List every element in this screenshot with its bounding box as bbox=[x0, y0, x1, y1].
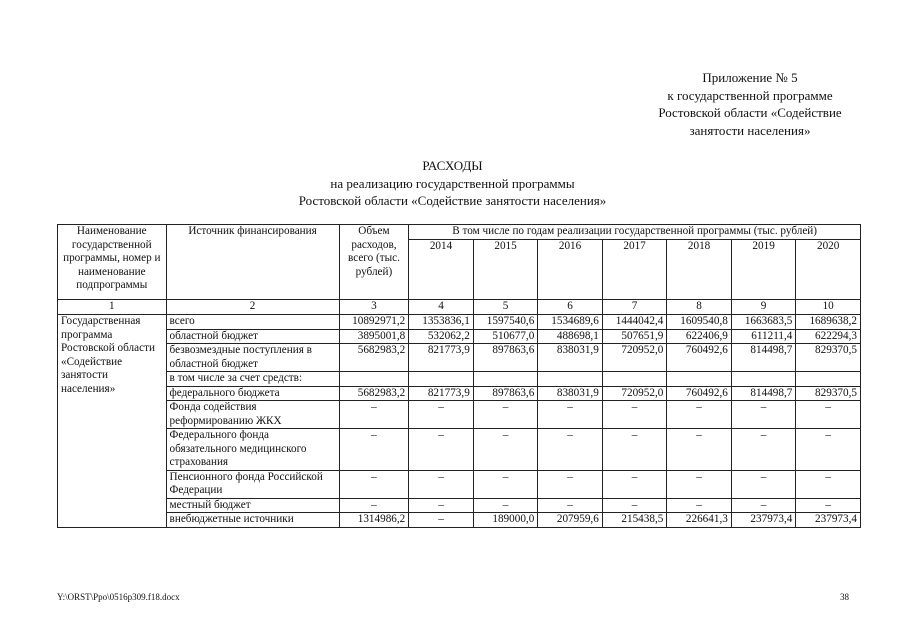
value-cell: 622406,9 bbox=[667, 329, 732, 344]
header-year: 2019 bbox=[731, 240, 796, 300]
table-row bbox=[58, 329, 861, 344]
value-cell bbox=[667, 372, 732, 387]
value-cell: – bbox=[473, 429, 538, 471]
value-cell: – bbox=[473, 401, 538, 429]
value-cell: 829370,5 bbox=[796, 344, 861, 372]
appendix-line: Приложение № 5 bbox=[702, 70, 798, 85]
value-cell: 237973,4 bbox=[796, 513, 861, 528]
value-cell: – bbox=[731, 401, 796, 429]
header-year: 2017 bbox=[602, 240, 667, 300]
value-cell: – bbox=[473, 470, 538, 498]
value-cell: 1534689,6 bbox=[538, 315, 603, 330]
column-number: 5 bbox=[473, 300, 538, 315]
column-number: 10 bbox=[796, 300, 861, 315]
value-cell: – bbox=[796, 498, 861, 513]
table-row bbox=[58, 401, 861, 429]
value-cell: 760492,6 bbox=[667, 344, 732, 372]
value-cell: – bbox=[796, 401, 861, 429]
source-cell: в том числе за счет средств: bbox=[166, 372, 339, 387]
value-cell: – bbox=[409, 498, 474, 513]
source-cell: областной бюджет bbox=[166, 329, 339, 344]
value-cell: 720952,0 bbox=[602, 344, 667, 372]
value-cell: 1597540,6 bbox=[473, 315, 538, 330]
header-year: 2020 bbox=[796, 240, 861, 300]
value-cell: 237973,4 bbox=[731, 513, 796, 528]
file-path: Y:\ORST\Ppo\0516p309.f18.docx bbox=[57, 592, 180, 602]
value-cell: 760492,6 bbox=[667, 386, 732, 401]
value-cell: 821773,9 bbox=[409, 386, 474, 401]
value-cell: 897863,6 bbox=[473, 344, 538, 372]
appendix-line: Ростовской области «Содействие bbox=[658, 105, 842, 120]
table-row bbox=[58, 513, 861, 528]
value-cell: – bbox=[602, 470, 667, 498]
appendix-line: к государственной программе bbox=[667, 87, 833, 103]
table-row bbox=[58, 344, 861, 372]
header-year: 2016 bbox=[538, 240, 603, 300]
column-number-row bbox=[58, 300, 861, 315]
value-cell: 1689638,2 bbox=[796, 315, 861, 330]
table-row bbox=[58, 429, 861, 471]
value-cell bbox=[602, 372, 667, 387]
source-cell: безвозмездные поступления в областной бюджет bbox=[166, 344, 339, 372]
value-cell: 1609540,8 bbox=[667, 315, 732, 330]
value-cell: – bbox=[409, 429, 474, 471]
value-cell: 1353836,1 bbox=[409, 315, 474, 330]
value-cell: – bbox=[409, 470, 474, 498]
header-program-name: Наименование государственной программы, номер и наименование подпрограммы bbox=[58, 225, 167, 300]
value-cell bbox=[731, 372, 796, 387]
value-cell: 814498,7 bbox=[731, 344, 796, 372]
column-number: 4 bbox=[409, 300, 474, 315]
appendix-header bbox=[600, 69, 900, 139]
value-cell: – bbox=[667, 470, 732, 498]
value-cell: – bbox=[667, 498, 732, 513]
value-cell: 611211,4 bbox=[731, 329, 796, 344]
value-cell: 507651,9 bbox=[602, 329, 667, 344]
value-cell: – bbox=[538, 401, 603, 429]
table-row bbox=[58, 372, 861, 387]
value-cell: – bbox=[339, 401, 409, 429]
header-total: Объем расходов, всего (тыс. рублей) bbox=[339, 225, 409, 300]
source-cell: местный бюджет bbox=[166, 498, 339, 513]
header-year: 2018 bbox=[667, 240, 732, 300]
value-cell: 207959,6 bbox=[538, 513, 603, 528]
column-number: 9 bbox=[731, 300, 796, 315]
value-cell: – bbox=[339, 429, 409, 471]
value-cell: 821773,9 bbox=[409, 344, 474, 372]
value-cell bbox=[473, 372, 538, 387]
page-number: 38 bbox=[840, 592, 849, 602]
source-cell: Фонда содействия реформированию ЖКХ bbox=[166, 401, 339, 429]
value-cell: – bbox=[538, 429, 603, 471]
value-cell: – bbox=[602, 498, 667, 513]
value-cell: 5682983,2 bbox=[339, 386, 409, 401]
source-cell: всего bbox=[166, 315, 339, 330]
value-cell: 1444042,4 bbox=[602, 315, 667, 330]
source-cell: федерального бюджета bbox=[166, 386, 339, 401]
title-line: РАСХОДЫ bbox=[422, 158, 483, 173]
value-cell: – bbox=[796, 429, 861, 471]
value-cell: – bbox=[339, 498, 409, 513]
value-cell: – bbox=[602, 401, 667, 429]
value-cell: – bbox=[667, 401, 732, 429]
value-cell: – bbox=[667, 429, 732, 471]
value-cell: 510677,0 bbox=[473, 329, 538, 344]
header-year: 2014 bbox=[409, 240, 474, 300]
header-year: 2015 bbox=[473, 240, 538, 300]
appendix-line: занятости населения» bbox=[689, 122, 811, 138]
column-number: 8 bbox=[667, 300, 732, 315]
header-source: Источник финансирования bbox=[166, 225, 339, 300]
value-cell: 532062,2 bbox=[409, 329, 474, 344]
value-cell: 838031,9 bbox=[538, 344, 603, 372]
header-by-years: В том числе по годам реализации государственной программы (тыс. рублей) bbox=[409, 225, 861, 240]
column-number: 3 bbox=[339, 300, 409, 315]
value-cell: 488698,1 bbox=[538, 329, 603, 344]
value-cell: – bbox=[538, 498, 603, 513]
value-cell: 838031,9 bbox=[538, 386, 603, 401]
value-cell: – bbox=[538, 470, 603, 498]
value-cell: – bbox=[409, 401, 474, 429]
column-number: 7 bbox=[602, 300, 667, 315]
expenses-table bbox=[57, 224, 861, 528]
value-cell: – bbox=[602, 429, 667, 471]
value-cell: 829370,5 bbox=[796, 386, 861, 401]
value-cell bbox=[409, 372, 474, 387]
value-cell: – bbox=[731, 498, 796, 513]
value-cell: 1314986,2 bbox=[339, 513, 409, 528]
table-row bbox=[58, 498, 861, 513]
source-cell: Федерального фонда обязательного медицинского страхования bbox=[166, 429, 339, 471]
table-row bbox=[58, 315, 861, 330]
column-number: 1 bbox=[58, 300, 167, 315]
value-cell: 189000,0 bbox=[473, 513, 538, 528]
title-line: Ростовской области «Содействие занятости населения» bbox=[298, 193, 607, 208]
value-cell: – bbox=[731, 470, 796, 498]
column-number: 6 bbox=[538, 300, 603, 315]
value-cell: – bbox=[409, 513, 474, 528]
value-cell: 720952,0 bbox=[602, 386, 667, 401]
source-cell: внебюджетные источники bbox=[166, 513, 339, 528]
value-cell: 622294,3 bbox=[796, 329, 861, 344]
value-cell: – bbox=[473, 498, 538, 513]
program-name-cell: Государственная программа Ростовской области «Содействие занятости населения» bbox=[58, 315, 167, 528]
value-cell: – bbox=[796, 470, 861, 498]
table-row bbox=[58, 386, 861, 401]
value-cell: 1663683,5 bbox=[731, 315, 796, 330]
title-line: на реализацию государственной программы bbox=[330, 175, 575, 191]
value-cell bbox=[339, 372, 409, 387]
value-cell: 10892971,2 bbox=[339, 315, 409, 330]
column-number: 2 bbox=[166, 300, 339, 315]
source-cell: Пенсионного фонда Российской Федерации bbox=[166, 470, 339, 498]
value-cell: 215438,5 bbox=[602, 513, 667, 528]
value-cell: 897863,6 bbox=[473, 386, 538, 401]
value-cell: 3895001,8 bbox=[339, 329, 409, 344]
value-cell bbox=[538, 372, 603, 387]
value-cell: 226641,3 bbox=[667, 513, 732, 528]
value-cell: – bbox=[339, 470, 409, 498]
document-title bbox=[0, 157, 905, 210]
value-cell: 5682983,2 bbox=[339, 344, 409, 372]
table-row bbox=[58, 470, 861, 498]
value-cell bbox=[796, 372, 861, 387]
value-cell: – bbox=[731, 429, 796, 471]
value-cell: 814498,7 bbox=[731, 386, 796, 401]
